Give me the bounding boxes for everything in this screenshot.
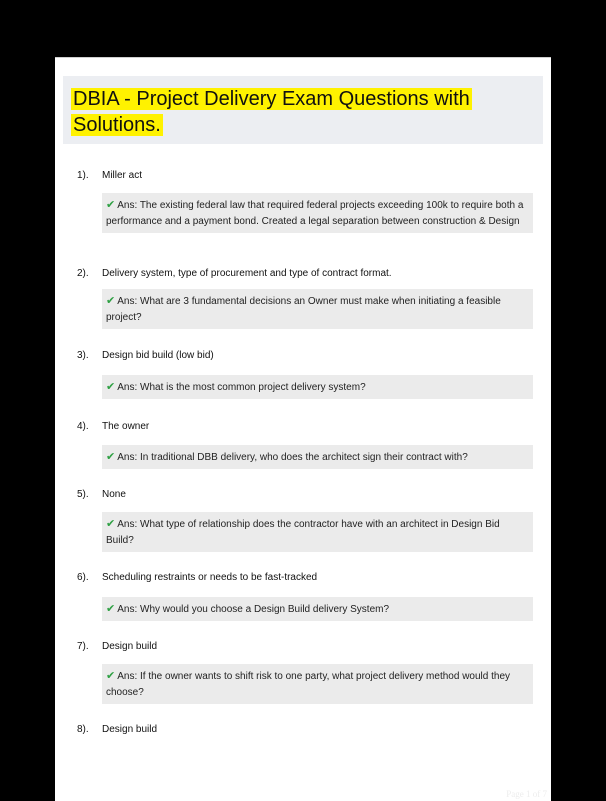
checkmark-icon: ✔ bbox=[106, 518, 116, 530]
answer-box bbox=[102, 664, 533, 704]
answer-box bbox=[102, 445, 533, 469]
question-text: Design build bbox=[102, 724, 158, 735]
question-text: The owner bbox=[102, 421, 150, 432]
question-number: 8). bbox=[77, 724, 89, 735]
answer-box bbox=[102, 289, 533, 329]
checkmark-icon: ✔ bbox=[106, 295, 116, 307]
question-number: 7). bbox=[77, 641, 89, 652]
checkmark-icon: ✔ bbox=[106, 670, 116, 682]
checkmark-icon: ✔ bbox=[106, 381, 116, 393]
title-highlight: DBIA - Project Delivery Exam Questions with Solutions. bbox=[73, 88, 470, 136]
question-number: 1). bbox=[77, 170, 89, 181]
answer-box bbox=[102, 597, 533, 621]
question-number: 4). bbox=[77, 421, 89, 432]
question-text: None bbox=[102, 489, 126, 500]
answer-text: Ans: What type of relationship does the contractor have with an architect in Design Bid Build? bbox=[106, 519, 500, 546]
page-number: Page 1 of 7 bbox=[506, 789, 547, 799]
question-number: 3). bbox=[77, 350, 89, 361]
question-number: 2). bbox=[77, 268, 89, 279]
question-text: Scheduling restraints or needs to be fast-tracked bbox=[102, 572, 318, 583]
answer-text: Ans: The existing federal law that required federal projects exceeding 100k to require both a performance and a payment bond. Created a legal separation between construction & Design bbox=[106, 200, 524, 227]
question-text: Design build bbox=[102, 641, 158, 652]
question-number: 5). bbox=[77, 489, 89, 500]
document-page bbox=[55, 57, 551, 801]
question-text: Delivery system, type of procurement and type of contract format. bbox=[102, 268, 392, 279]
checkmark-icon: ✔ bbox=[106, 603, 116, 615]
answer-text: Ans: In traditional DBB delivery, who does the architect sign their contract with? bbox=[117, 452, 468, 463]
checkmark-icon: ✔ bbox=[106, 199, 116, 211]
title-banner bbox=[63, 76, 543, 144]
page-title bbox=[71, 86, 536, 138]
answer-text: Ans: What are 3 fundamental decisions an Owner must make when initiating a feasible project? bbox=[106, 296, 501, 323]
question-text: Design bid build (low bid) bbox=[102, 350, 214, 361]
answer-box bbox=[102, 512, 533, 552]
answer-box bbox=[102, 193, 533, 233]
question-number: 6). bbox=[77, 572, 89, 583]
question-text: Miller act bbox=[102, 170, 143, 181]
checkmark-icon: ✔ bbox=[106, 451, 116, 463]
answer-box bbox=[102, 375, 533, 399]
answer-text: Ans: What is the most common project delivery system? bbox=[117, 382, 366, 393]
answer-text: Ans: Why would you choose a Design Build delivery System? bbox=[117, 604, 390, 615]
answer-text: Ans: If the owner wants to shift risk to one party, what project delivery method would they choose? bbox=[106, 671, 511, 698]
